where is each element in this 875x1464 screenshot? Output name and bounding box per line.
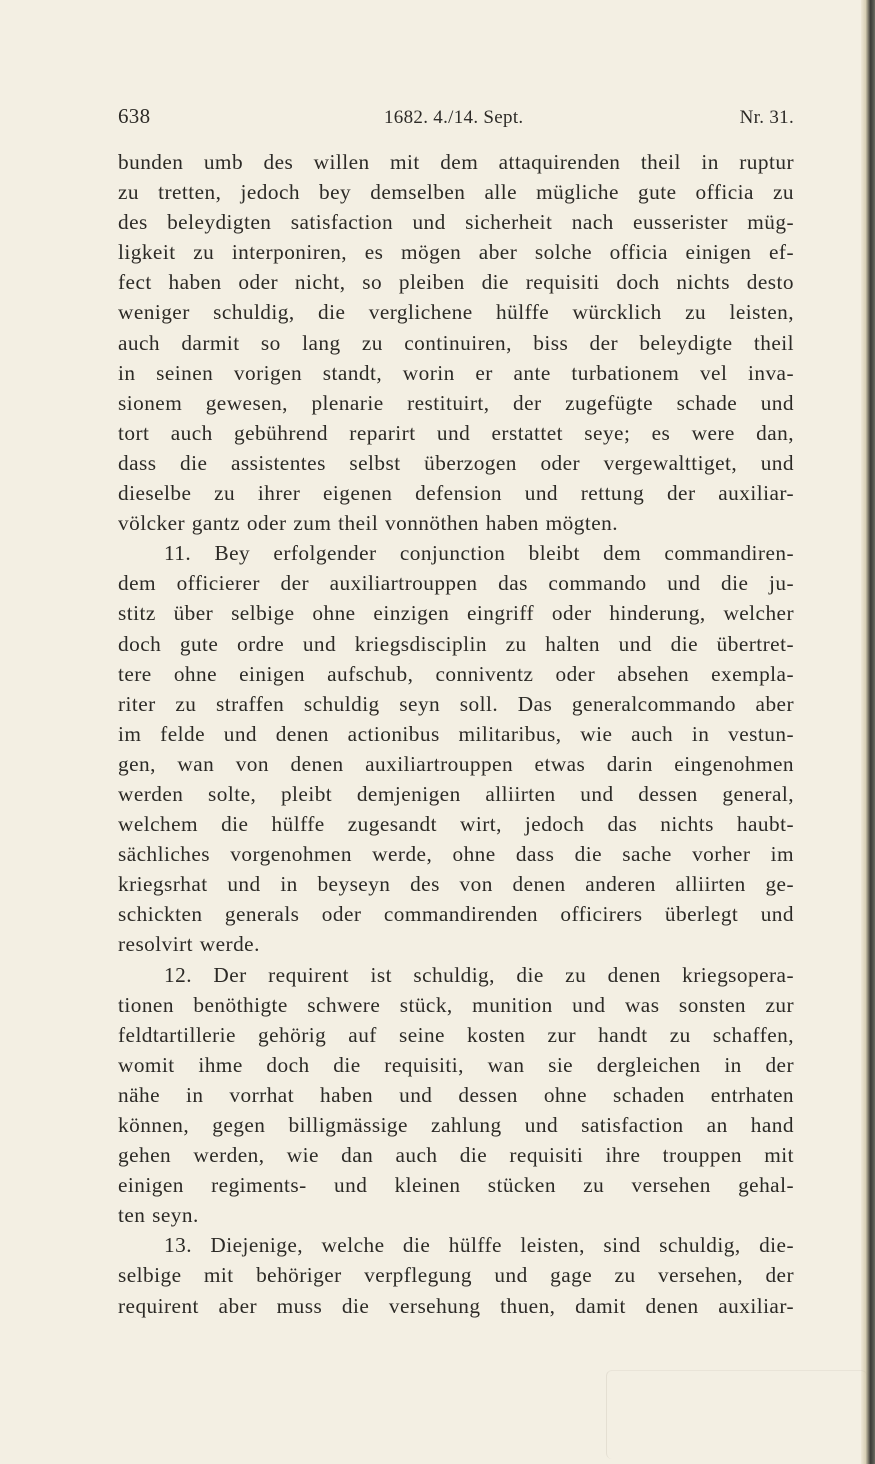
- text-line: gehen werden, wie dan auch die requisiti ihre trouppen mit: [118, 1143, 794, 1168]
- text-line: bunden umb des willen mit dem attaquirenden theil in ruptur: [118, 150, 794, 174]
- document-number: Nr. 31.: [739, 107, 794, 128]
- page-edge: [866, 0, 875, 1464]
- page-number: 638: [118, 104, 151, 128]
- text-line: werden solte, pleibt demjenigen alliirten und dessen general,: [118, 781, 794, 806]
- text-line: dieselbe zu ihrer eigenen defension und rettung der auxiliar-: [118, 481, 794, 506]
- text-line: dem officierer der auxiliartrouppen das commando und die ju-: [118, 571, 794, 596]
- text-line: tere ohne einigen aufschub, conniventz oder absehen exempla-: [118, 661, 794, 686]
- paragraph-end-line: völcker gantz oder zum theil vonnöthen haben mögten.: [118, 511, 618, 536]
- paragraph-end-line: resolvirt werde.: [118, 932, 260, 957]
- section-11-start: 11. Bey erfolgender conjunction bleibt dem commandiren-: [164, 541, 794, 566]
- paper-mark: [606, 1370, 867, 1459]
- body-text: [118, 147, 794, 1321]
- text-line: in seinen vorigen standt, worin er ante turbationem vel inva-: [118, 360, 794, 385]
- text-line: im felde und denen actionibus militaribus, wie auch in vestun-: [118, 721, 794, 746]
- text-line: einigen regiments- und kleinen stücken zu versehen gehal-: [118, 1173, 794, 1198]
- text-line: können, gegen billigmässige zahlung und satisfaction an hand: [118, 1113, 794, 1137]
- text-line: des beleydigten satisfaction und sicherheit nach eusserister müg-: [118, 210, 794, 235]
- text-line: gen, wan von denen auxiliartrouppen etwas darin eingenohmen: [118, 751, 794, 776]
- text-line: ligkeit zu interponiren, es mögen aber solche officia einigen ef-: [118, 240, 794, 265]
- running-header: [118, 104, 794, 134]
- paragraph-end-line: ten seyn.: [118, 1203, 199, 1228]
- section-12-start: 12. Der requirent ist schuldig, die zu denen kriegsopera-: [164, 962, 794, 987]
- text-line: tionen benöthigte schwere stück, munition und was sonsten zur: [118, 992, 794, 1017]
- text-line: auch darmit so lang zu continuiren, biss der beleydigte theil: [118, 330, 794, 355]
- text-line: sächliches vorgenohmen werde, ohne dass die sache vorher im: [118, 842, 794, 867]
- text-line: welchem die hülffe zugesandt wirt, jedoch das nichts haubt-: [118, 812, 794, 837]
- text-line: fect haben oder nicht, so pleiben die requisiti doch nichts desto: [118, 270, 794, 295]
- text-line: dass die assistentes selbst überzogen oder vergewalttiget, und: [118, 450, 794, 475]
- text-line: feldtartillerie gehörig auf seine kosten zur handt zu schaffen,: [118, 1022, 794, 1047]
- section-13-start: 13. Diejenige, welche die hülffe leisten, sind schuldig, die-: [164, 1233, 794, 1258]
- text-line: nähe in vorrhat haben und dessen ohne schaden entrhaten: [118, 1082, 794, 1107]
- text-line: schickten generals oder commandirenden officirers überlegt und: [118, 902, 794, 927]
- text-line: tort auch gebührend reparirt und erstattet seye; es were dan,: [118, 420, 794, 445]
- text-line: requirent aber muss die versehung thuen, damit denen auxiliar-: [118, 1293, 794, 1318]
- text-line: doch gute ordre und kriegsdisciplin zu halten und die übertret-: [118, 631, 794, 656]
- text-line: selbige mit behöriger verpflegung und gage zu versehen, der: [118, 1263, 794, 1288]
- text-line: kriegsrhat und in beyseyn des von denen anderen alliirten ge-: [118, 872, 794, 897]
- text-line: weniger schuldig, die verglichene hülffe würcklich zu leisten,: [118, 300, 794, 325]
- running-title: 1682. 4./14. Sept.: [384, 107, 524, 128]
- text-line: zu tretten, jedoch bey demselben alle mügliche gute officia zu: [118, 180, 794, 205]
- text-line: womit ihme doch die requisiti, wan sie dergleichen in der: [118, 1052, 794, 1077]
- text-line: riter zu straffen schuldig seyn soll. Das generalcommando aber: [118, 691, 794, 716]
- text-line: stitz über selbige ohne einzigen eingriff oder hinderung, welcher: [118, 601, 794, 626]
- text-line: sionem gewesen, plenarie restituirt, der zugefügte schade und: [118, 390, 794, 415]
